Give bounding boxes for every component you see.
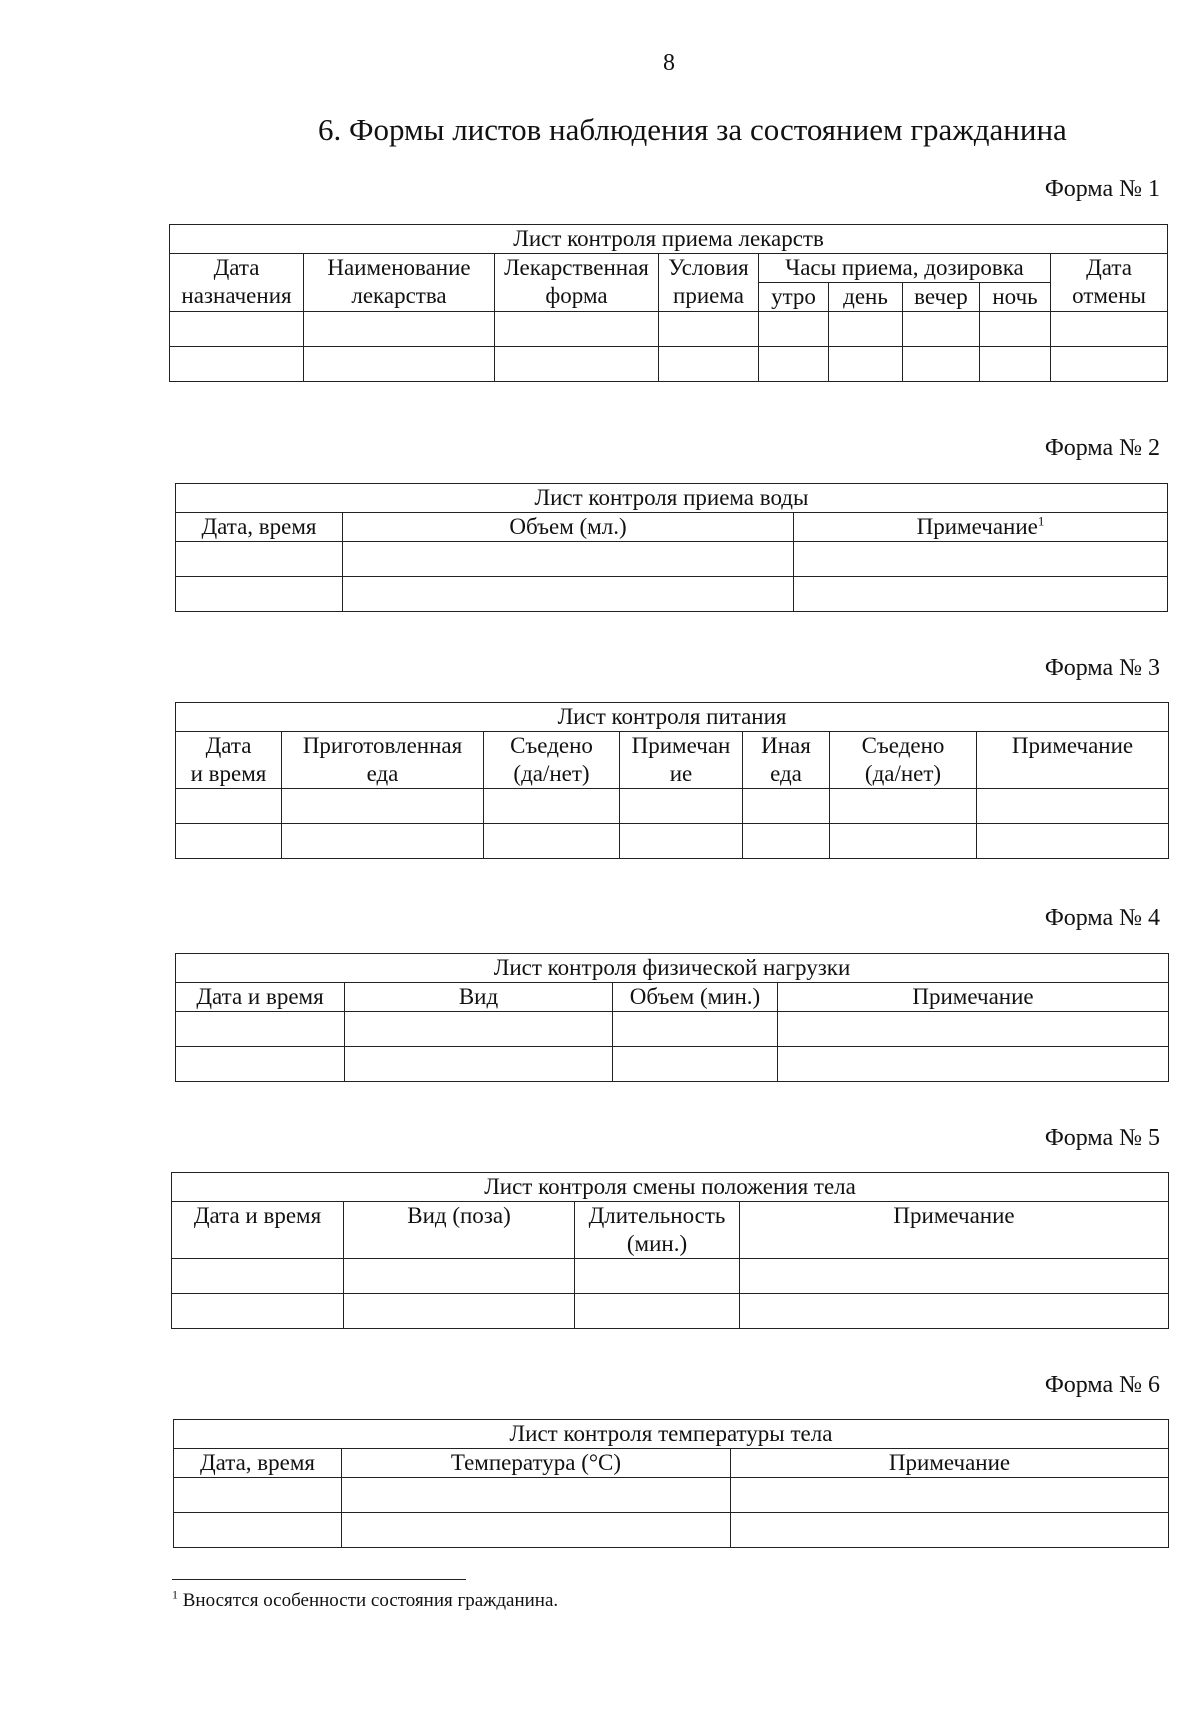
- table-cell[interactable]: [176, 824, 282, 859]
- table-cell[interactable]: [484, 789, 620, 824]
- form-5-table: [171, 1172, 1169, 1329]
- form-6-title: Лист контроля температуры тела: [174, 1420, 1169, 1449]
- page-number: 8: [663, 50, 675, 76]
- table-cell[interactable]: [1051, 312, 1168, 347]
- table-cell[interactable]: [620, 824, 743, 859]
- col-eaten: Съедено (да/нет): [484, 732, 620, 789]
- form-2-table: [175, 483, 1168, 612]
- col-note: Примечание$^1$: [794, 513, 1168, 542]
- footnote-marker: 1: [172, 1587, 178, 1602]
- form-3-table: [175, 702, 1169, 859]
- table-row: [176, 1012, 1169, 1047]
- col-hours-group: Часы приема, дозировка: [759, 254, 1051, 283]
- col-eaten-2: Съедено (да/нет): [830, 732, 977, 789]
- table-cell[interactable]: [344, 1294, 575, 1329]
- table-cell[interactable]: [345, 1012, 613, 1047]
- table-cell[interactable]: [343, 577, 794, 612]
- col-date-time: Дата и время: [176, 983, 345, 1012]
- table-row: [176, 789, 1169, 824]
- col-drug-form: Лекарственная форма: [495, 254, 659, 312]
- table-cell[interactable]: [980, 347, 1051, 382]
- table-cell[interactable]: [1051, 347, 1168, 382]
- col-volume: Объем (мин.): [613, 983, 778, 1012]
- table-cell[interactable]: [977, 789, 1169, 824]
- table-cell[interactable]: [282, 789, 484, 824]
- table-cell[interactable]: [176, 542, 343, 577]
- col-date-assigned: Дата назначения: [170, 254, 304, 312]
- form-2-label: Форма № 2: [1044, 435, 1160, 461]
- form-5-title: Лист контроля смены положения тела: [172, 1173, 1169, 1202]
- table-cell[interactable]: [172, 1294, 344, 1329]
- col-date-cancel: Дата отмены: [1051, 254, 1168, 312]
- table-cell[interactable]: [830, 789, 977, 824]
- col-hour-night: ночь: [980, 283, 1051, 312]
- form-3-label: Форма № 3: [1044, 655, 1160, 681]
- form-6-table: [173, 1419, 1169, 1548]
- table-cell[interactable]: [759, 347, 829, 382]
- table-cell[interactable]: [344, 1259, 575, 1294]
- table-cell[interactable]: [731, 1478, 1169, 1513]
- table-cell[interactable]: [495, 347, 659, 382]
- table-cell[interactable]: [170, 347, 304, 382]
- table-row: [170, 347, 1168, 382]
- table-row: [176, 824, 1169, 859]
- table-row: [174, 1513, 1169, 1548]
- footnote-marker: 1: [1037, 513, 1045, 529]
- col-note: Примечание: [778, 983, 1169, 1012]
- table-cell[interactable]: [174, 1513, 342, 1548]
- col-note: Примечание: [740, 1202, 1169, 1259]
- table-cell[interactable]: [778, 1012, 1169, 1047]
- table-cell[interactable]: [778, 1047, 1169, 1082]
- col-date-time: Дата и время: [172, 1202, 344, 1259]
- table-cell[interactable]: [176, 1047, 345, 1082]
- col-temperature: Температура (°C): [342, 1449, 731, 1478]
- form-1-label: Форма № 1: [1044, 176, 1160, 202]
- table-row: [170, 312, 1168, 347]
- table-cell[interactable]: [829, 347, 903, 382]
- form-3-title: Лист контроля питания: [176, 703, 1169, 732]
- table-cell[interactable]: [731, 1513, 1169, 1548]
- footnote-text: Вносятся особенности состояния гражданина.: [182, 1590, 559, 1611]
- table-row: [172, 1259, 1169, 1294]
- table-cell[interactable]: [174, 1478, 342, 1513]
- table-cell[interactable]: [170, 312, 304, 347]
- table-cell[interactable]: [659, 312, 759, 347]
- table-cell[interactable]: [176, 577, 343, 612]
- form-4-title: Лист контроля физической нагрузки: [176, 954, 1169, 983]
- col-other-food: Иная еда: [743, 732, 830, 789]
- table-row: [172, 1294, 1169, 1329]
- table-cell[interactable]: [980, 312, 1051, 347]
- col-note: Примечание: [731, 1449, 1169, 1478]
- table-cell[interactable]: [977, 824, 1169, 859]
- table-cell[interactable]: [495, 312, 659, 347]
- form-6-label: Форма № 6: [1044, 1372, 1160, 1398]
- table-cell[interactable]: [575, 1259, 740, 1294]
- col-date-time: Дата, время: [176, 513, 343, 542]
- table-cell[interactable]: [613, 1047, 778, 1082]
- table-cell[interactable]: [282, 824, 484, 859]
- col-date-time: Дата и время: [176, 732, 282, 789]
- table-cell[interactable]: [903, 347, 980, 382]
- col-volume: Объем (мл.): [343, 513, 794, 542]
- section-title: 6. Формы листов наблюдения за состоянием гражданина: [318, 112, 1067, 147]
- table-cell[interactable]: [794, 577, 1168, 612]
- col-note: Примечан ие: [620, 732, 743, 789]
- col-conditions: Условия приема: [659, 254, 759, 312]
- table-cell[interactable]: [176, 789, 282, 824]
- footnote-divider: [172, 1579, 466, 1580]
- col-note-2: Примечание: [977, 732, 1169, 789]
- col-drug-name: Наименование лекарства: [304, 254, 495, 312]
- col-hour-day: день: [829, 283, 903, 312]
- form-5-label: Форма № 5: [1044, 1125, 1160, 1151]
- table-cell[interactable]: [794, 542, 1168, 577]
- table-cell[interactable]: [613, 1012, 778, 1047]
- col-type: Вид: [345, 983, 613, 1012]
- col-duration: Длительность (мин.): [575, 1202, 740, 1259]
- form-4-label: Форма № 4: [1044, 905, 1160, 931]
- form-1-title: Лист контроля приема лекарств: [170, 225, 1168, 254]
- table-cell[interactable]: [829, 312, 903, 347]
- form-4-table: [175, 953, 1169, 1082]
- table-cell[interactable]: [343, 542, 794, 577]
- col-date-time: Дата, время: [174, 1449, 342, 1478]
- table-cell[interactable]: [342, 1513, 731, 1548]
- table-cell[interactable]: [304, 312, 495, 347]
- form-1-table: [169, 224, 1168, 382]
- table-cell[interactable]: [304, 347, 495, 382]
- form-2-title: Лист контроля приема воды: [176, 484, 1168, 513]
- table-cell[interactable]: [575, 1294, 740, 1329]
- table-cell[interactable]: [740, 1294, 1169, 1329]
- table-cell[interactable]: [176, 1012, 345, 1047]
- table-cell[interactable]: [484, 824, 620, 859]
- table-cell[interactable]: [172, 1259, 344, 1294]
- col-hour-evening: вечер: [903, 283, 980, 312]
- table-row: [176, 1047, 1169, 1082]
- table-cell[interactable]: [903, 312, 980, 347]
- table-cell[interactable]: [743, 789, 830, 824]
- table-row: [174, 1478, 1169, 1513]
- table-cell[interactable]: [743, 824, 830, 859]
- table-cell[interactable]: [345, 1047, 613, 1082]
- col-prepared-food: Приготовленная еда: [282, 732, 484, 789]
- table-cell[interactable]: [830, 824, 977, 859]
- table-cell[interactable]: [740, 1259, 1169, 1294]
- table-row: [176, 542, 1168, 577]
- table-row: [176, 577, 1168, 612]
- table-cell[interactable]: [342, 1478, 731, 1513]
- table-cell[interactable]: [620, 789, 743, 824]
- table-cell[interactable]: [759, 312, 829, 347]
- col-pose: Вид (поза): [344, 1202, 575, 1259]
- table-cell[interactable]: [659, 347, 759, 382]
- footnote: [172, 1587, 559, 1612]
- col-hour-morning: утро: [759, 283, 829, 312]
